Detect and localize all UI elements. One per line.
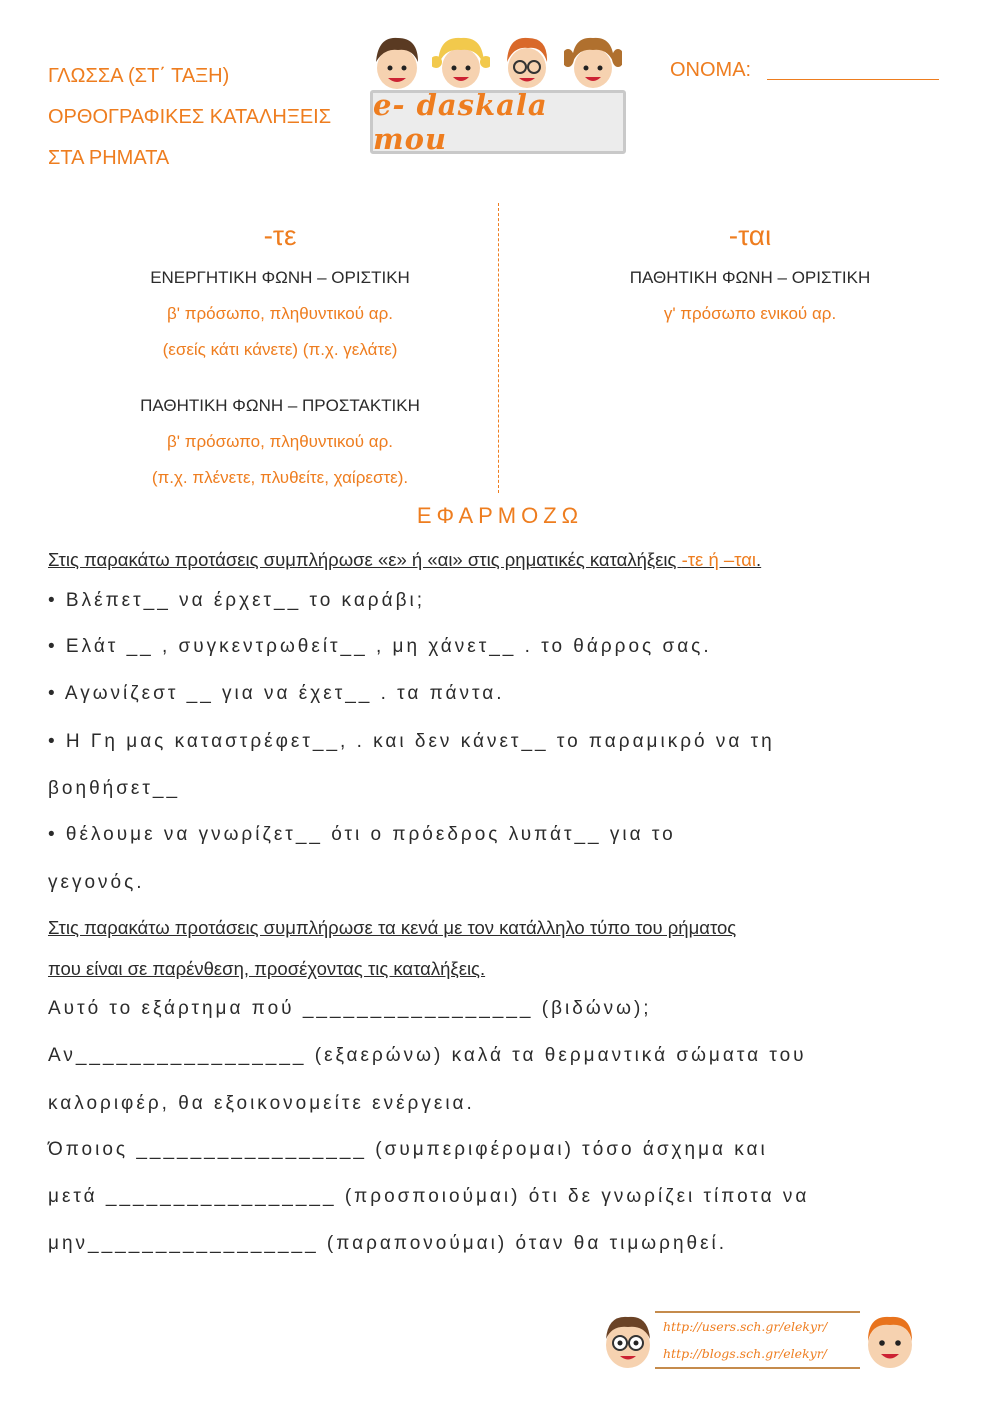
boy-redhead-face-icon [862,1311,918,1371]
exercise-2-line[interactable]: Αν_________________ (εξαερώνω) καλά τα θερμαντικά σώματα του [48,1045,807,1066]
name-label: ΟΝΟΜΑ: [670,59,752,81]
instruction-1-end: . [756,549,762,570]
section-title: ΕΦΑΡΜΟΖΩ [416,503,584,528]
left-line-2: (εσείς κάτι κάνετε) (π.χ. γελάτε) [162,340,398,359]
footer-links [655,1311,860,1369]
name-blank-line[interactable] [767,79,939,80]
footer-link-users[interactable]: http://users.sch.gr/elekyr/ [663,1319,828,1334]
kid-glasses-icon [498,28,556,96]
exercise-2-line: καλοριφέρ, θα εξοικονομείτε ενέργεια. [48,1093,475,1114]
right-column [570,216,930,332]
right-line-1: γ' πρόσωπο ενικού αρ. [663,304,837,323]
exercise-2-line[interactable]: μετά _________________ (προσποιούμαι) ότι δε γνωρίζει τίποτα να [48,1186,810,1207]
kid-girl-blonde-icon [432,28,490,96]
suffix-tai: -ται [728,220,772,251]
exercise-1-line: γεγονός. [48,872,145,893]
exercise-2-line[interactable]: Αυτό το εξάρτημα πού _________________ (βιδώνω); [48,998,652,1019]
instruction-1-highlight: -τε ή –ται [681,549,757,570]
kid-girl-pigtails-icon [564,28,622,96]
logo-text: e- daskala mou [373,88,548,156]
column-divider [498,203,499,493]
exercise-2-line[interactable]: μην_________________ (παραπονούμαι) όταν θα τιμωρηθεί. [48,1233,728,1254]
logo [366,28,632,158]
instruction-2-line-2: που είναι σε παρένθεση, προσέχοντας τις καταλήξεις. [48,958,486,979]
exercise-1-line[interactable]: • Ελάτ __ , συγκεντρωθείτ__ , μη χάνετ__ . το θάρρος σας. [48,636,712,657]
left-line-4: (π.χ. πλένετε, πλυθείτε, χαίρεστε). [151,468,409,487]
left-heading-active-indicative: ΕΝΕΡΓΗΤΙΚΗ ΦΩΝΗ – ΟΡΙΣΤΙΚΗ [150,268,410,287]
exercise-1-line[interactable]: • Αγωνίζεστ __ για να έχετ__ . τα πάντα. [48,683,505,704]
logo-sign [370,90,626,154]
instruction-1 [48,549,761,571]
right-heading-passive-indicative: ΠΑΘΗΤΙΚΗ ΦΩΝΗ – ΟΡΙΣΤΙΚΗ [629,268,871,287]
topic-title: ΟΡΘΟΓΡΑΦΙΚΕΣ ΚΑΤΑΛΗΞΕΙΣ [48,106,332,128]
topic-subtitle: ΣΤΑ ΡΗΜΑΤΑ [48,147,170,169]
exercise-1-line[interactable]: • θέλουμε να γνωρίζετ__ ότι ο πρόεδρος λυπάτ__ για το [48,824,676,845]
exercise-2-line[interactable]: Όποιος _________________ (συμπεριφέρομαι) τόσο άσχημα και [48,1139,768,1160]
kid-boy-icon [368,28,426,96]
instruction-2-line-1: Στις παρακάτω προτάσεις συμπλήρωσε τα κενά με τον κατάλληλο τύπο του ρήματος [48,917,737,938]
exercise-1-line[interactable]: • Βλέπετ__ να έρχετ__ το καράβι; [48,590,426,611]
exercise-1-line[interactable]: βοηθήσετ__ [48,778,181,799]
footer-link-blogs[interactable]: http://blogs.sch.gr/elekyr/ [663,1346,827,1361]
left-heading-passive-imperative: ΠΑΘΗΤΙΚΗ ΦΩΝΗ – ΠΡΟΣΤΑΚΤΙΚΗ [140,396,420,415]
exercise-1-line[interactable]: • Η Γη μας καταστρέφετ__, . και δεν κάνετ__ το παραμικρό να τη [48,731,775,752]
boy-glasses-face-icon [600,1311,656,1371]
footer-banner [600,1305,918,1375]
instruction-1-text: Στις παρακάτω προτάσεις συμπλήρωσε «ε» ή «αι» στις ρηματικές καταλήξεις [48,549,682,570]
suffix-te: -τε [263,220,297,251]
subject-title: ΓΛΩΣΣΑ (ΣΤ΄ ΤΑΞΗ) [48,65,230,87]
left-line-3: β' πρόσωπο, πληθυντικού αρ. [167,432,393,451]
left-column [100,216,460,496]
left-line-1: β' πρόσωπο, πληθυντικού αρ. [167,304,393,323]
worksheet-header [48,56,331,179]
